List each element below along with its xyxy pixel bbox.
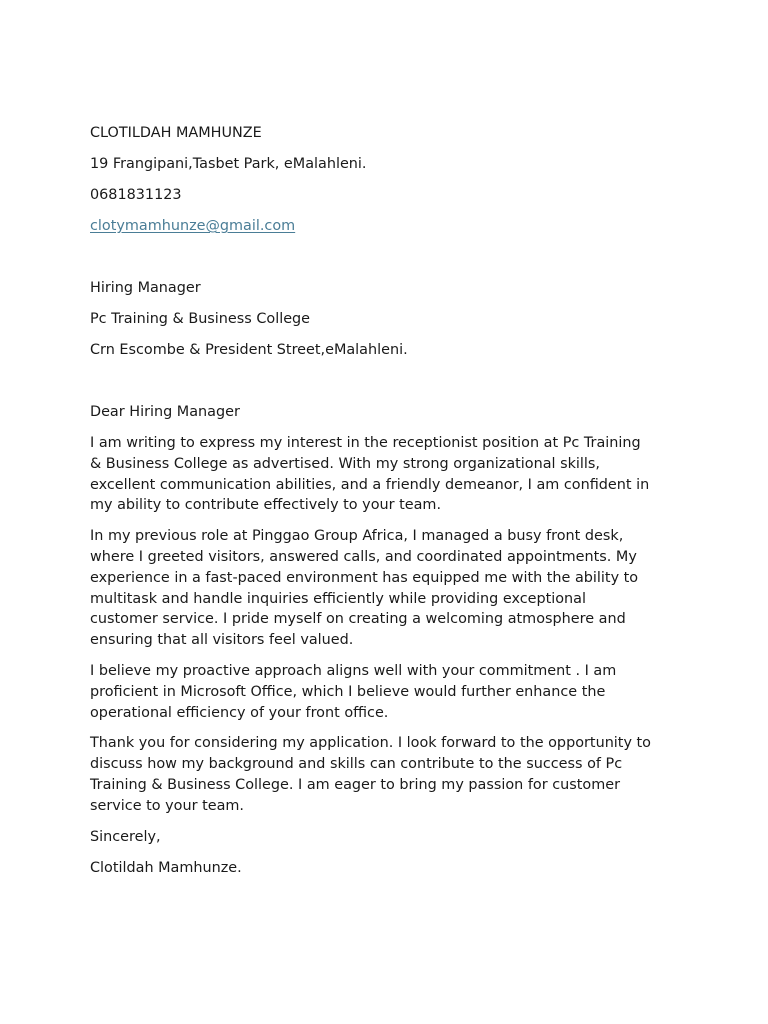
paragraph-line: proficient in Microsoft Office, which I believe would further enhance the	[90, 683, 606, 700]
paragraph-line: Training & Business College. I am eager to bring my passion for customer	[90, 776, 620, 793]
recipient-address: Crn Escombe & President Street,eMalahleni.	[90, 342, 408, 358]
closing: Sincerely,	[90, 828, 161, 845]
paragraph-line: my ability to contribute effectively to your team.	[90, 497, 442, 514]
paragraph-line: I am writing to express my interest in the receptionist position at Pc Training	[90, 435, 641, 451]
paragraph-line: experience in a fast-paced environment has equipped me with the ability to	[90, 569, 639, 586]
body-paragraph-2	[90, 526, 690, 651]
sender-phone: 0681831123	[90, 187, 182, 203]
sender-name: CLOTILDAH MAMHUNZE	[90, 125, 262, 141]
paragraph-line: Thank you for considering my application. I look forward to the opportunity to	[90, 735, 651, 752]
recipient-organization: Pc Training & Business College	[90, 311, 311, 327]
paragraph-line: discuss how my background and skills can contribute to the success of Pc	[90, 756, 623, 773]
recipient-title: Hiring Manager	[90, 280, 201, 296]
paragraph-line: & Business College as advertised. With my strong organizational skills,	[90, 455, 600, 472]
paragraph-line: customer service. I pride myself on creating a welcoming atmosphere and	[90, 611, 626, 628]
cover-letter-page	[90, 123, 690, 879]
paragraph-line: where I greeted visitors, answered calls, and coordinated appointments. My	[90, 548, 637, 565]
paragraph-line: service to your team.	[90, 797, 244, 814]
sender-email-link[interactable]: clotymamhunze@gmail.com	[90, 218, 296, 234]
signature: Clotildah Mamhunze.	[90, 859, 242, 876]
paragraph-line: In my previous role at Pinggao Group Africa, I managed a busy front desk,	[90, 528, 624, 545]
paragraph-line: excellent communication abilities, and a friendly demeanor, I am confident in	[90, 476, 650, 493]
paragraph-line: multitask and handle inquiries efficiently while providing exceptional	[90, 590, 586, 607]
body-paragraph-4	[90, 733, 690, 816]
paragraph-line: operational efficiency of your front office.	[90, 704, 389, 721]
sender-email-line	[90, 216, 690, 237]
paragraph-line: I believe my proactive approach aligns well with your commitment . I am	[90, 662, 617, 679]
sender-address: 19 Frangipani,Tasbet Park, eMalahleni.	[90, 156, 367, 172]
body-paragraph-3	[90, 661, 690, 723]
body-paragraph-1	[90, 433, 690, 516]
salutation: Dear Hiring Manager	[90, 404, 240, 420]
paragraph-line: ensuring that all visitors feel valued.	[90, 632, 354, 649]
